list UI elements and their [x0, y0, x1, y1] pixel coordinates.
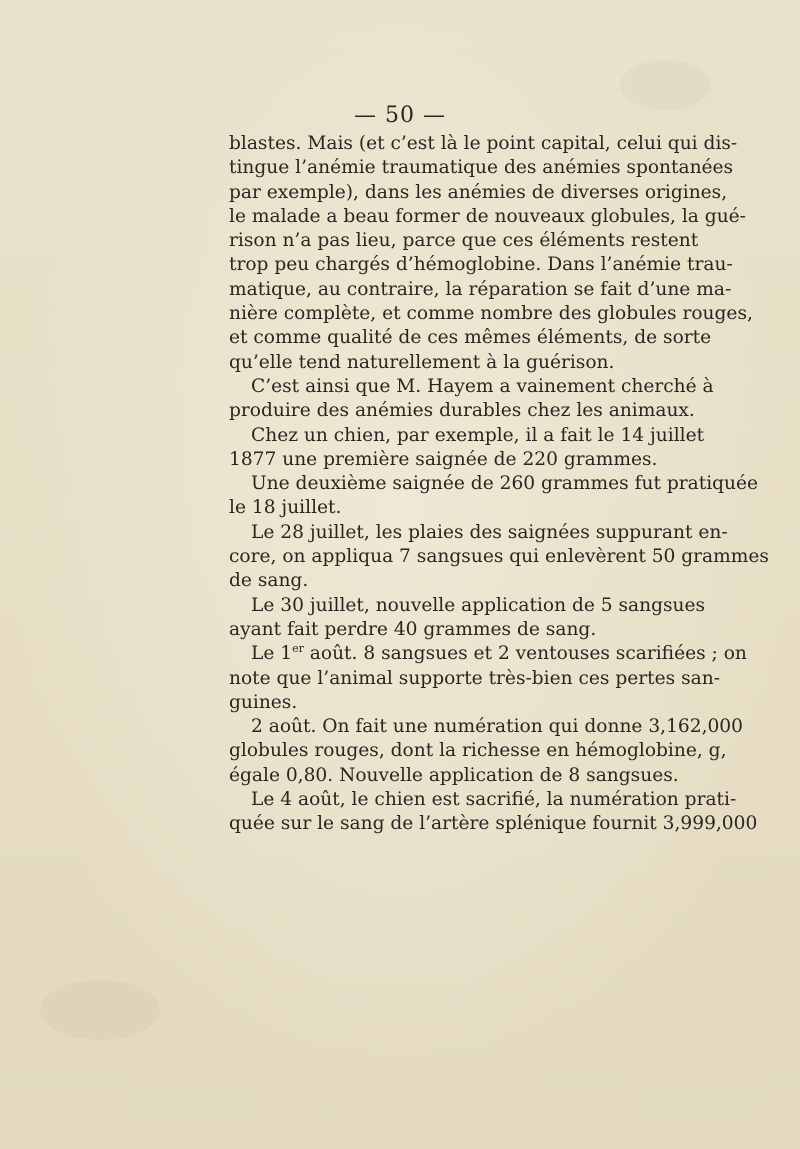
text-line: 1877 une première saignée de 220 grammes. [229, 448, 658, 470]
text-line: trop peu chargés d’hémoglobine. Dans l’anémie trau- [229, 254, 733, 276]
text-fragment: août. 8 sangsues et 2 ventouses scarifiées ; on [303, 643, 747, 665]
text-line: globules rouges, dont la richesse en hémoglobine, g, [229, 740, 727, 762]
superscript: er [292, 642, 304, 656]
text-line: note que l’animal supporte très-bien ces pertes san- [229, 667, 720, 689]
text-line: par exemple), dans les anémies de diverses origines, [229, 181, 728, 203]
text-line: Le 30 juillet, nouvelle application de 5 sangsues [251, 594, 706, 616]
text-line: blastes. Mais (et c’est là le point capital, celui qui dis- [229, 133, 738, 154]
text-line: Une deuxième saignée de 260 grammes fut pratiquée [251, 473, 759, 495]
text-line: 2 août. On fait une numération qui donne 3,162,000 [251, 716, 743, 738]
text-line: de sang. [229, 570, 309, 592]
text-line-1er [229, 642, 747, 666]
text-line: qu’elle tend naturellement à la guérison. [229, 351, 615, 373]
text-line: Chez un chien, par exemple, il a fait le 14 juillet [251, 424, 705, 446]
text-line: quée sur le sang de l’artère splénique fournit 3,999,000 [229, 813, 758, 835]
text-line: et comme qualité de ces mêmes éléments, de sorte [229, 327, 712, 349]
text-line: core, on appliqua 7 sangsues qui enlevèrent 50 grammes [229, 546, 769, 568]
text-line: rison n’a pas lieu, parce que ces éléments restent [229, 230, 699, 252]
text-line: nière complète, et comme nombre des globules rouges, [229, 303, 753, 325]
text-line: le 18 juillet. [229, 497, 342, 519]
text-line: le malade a beau former de nouveaux globules, la gué- [229, 205, 746, 227]
text-line: C’est ainsi que M. Hayem a vainement cherché à [251, 375, 714, 397]
text-line: Le 4 août, le chien est sacrifié, la numération prati- [251, 789, 737, 811]
paper-stain [40, 980, 160, 1040]
body-text [229, 132, 769, 837]
text-line: égale 0,80. Nouvelle application de 8 sangsues. [229, 764, 679, 786]
text-line: matique, au contraire, la réparation se fait d’une ma- [229, 278, 732, 300]
text-line: tingue l’anémie traumatique des anémies spontanées [229, 157, 734, 179]
page-number: — 50 — [354, 103, 446, 128]
text-fragment: Le 1 [251, 643, 293, 665]
text-line: Le 28 juillet, les plaies des saignées suppurant en- [251, 521, 728, 543]
text-line: guines. [229, 691, 298, 713]
text-line: produire des anémies durables chez les animaux. [229, 400, 695, 422]
text-line: ayant fait perdre 40 grammes de sang. [229, 618, 597, 640]
